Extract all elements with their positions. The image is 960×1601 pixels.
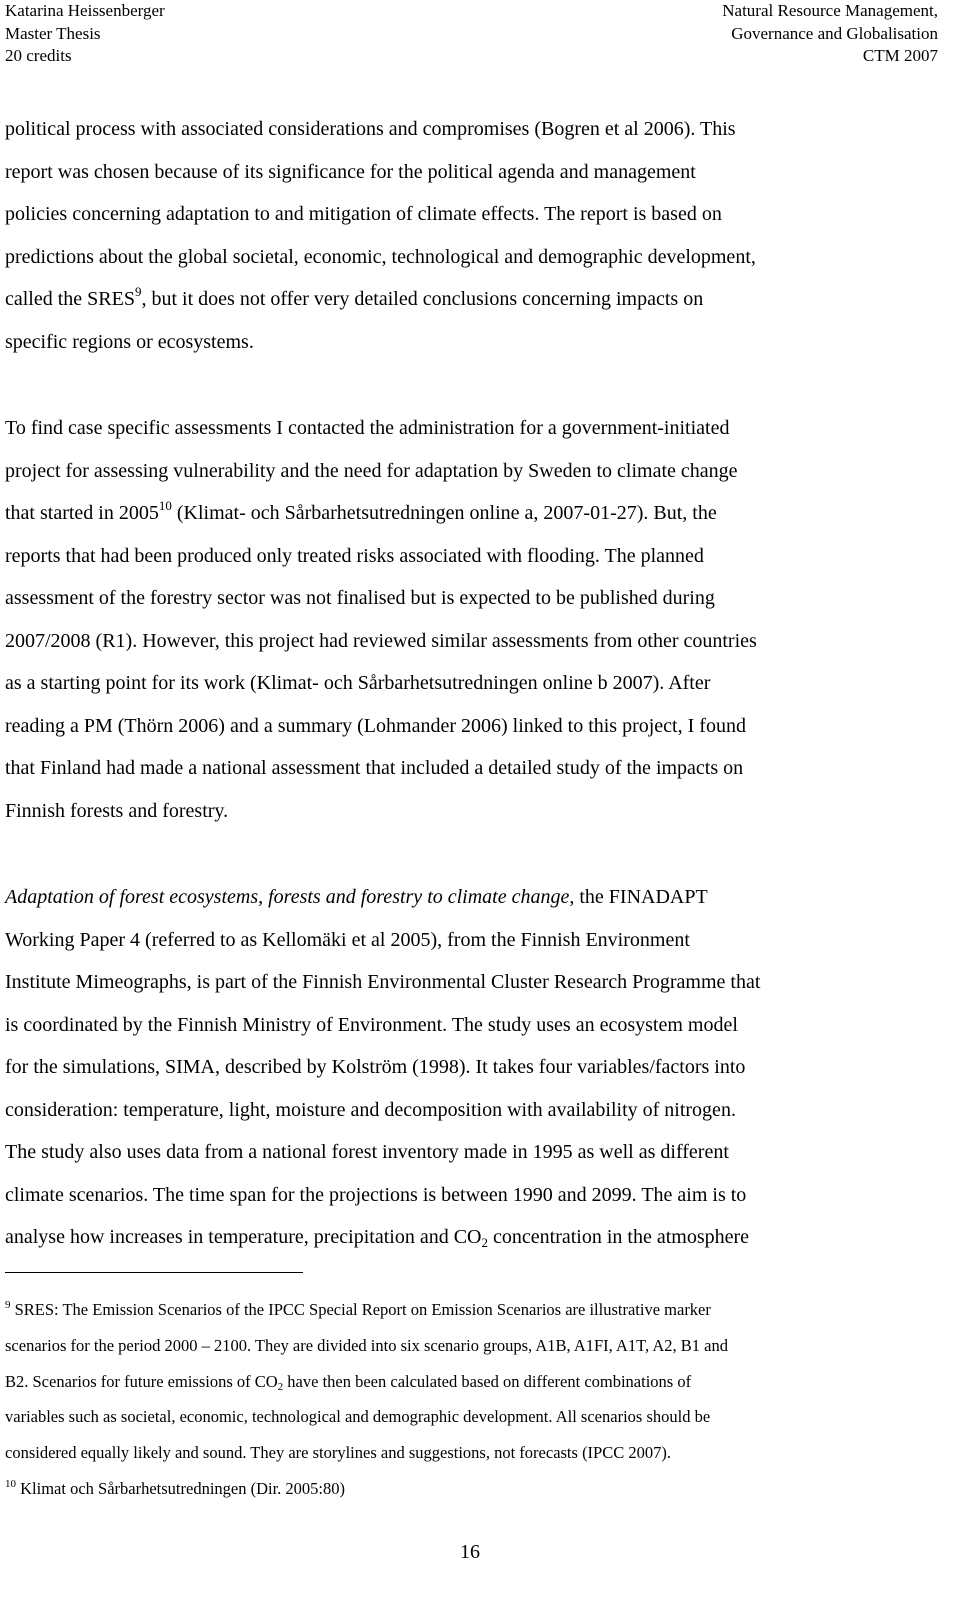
- report-title: Adaptation of forest ecosystems, forests and forestry to climate change: [5, 886, 570, 908]
- header-author: Katarina Heissenberger: [5, 1, 165, 20]
- footnote-10-mark: 10: [5, 1477, 16, 1490]
- text-line: report was chosen because of its significance for the political agenda and management: [5, 160, 696, 183]
- footnote-9-line: [5, 1364, 939, 1400]
- paragraph-3: [5, 876, 939, 1259]
- text-line: for the simulations, SIMA, described by Kolström (1998). It takes four variables/factors into: [5, 1056, 746, 1078]
- text-line: To find case specific assessments I contacted the administration for a government-initiated: [5, 417, 730, 439]
- footnote-9-line: variables such as societal, economic, technological and demographic development. All scenarios should be: [5, 1407, 711, 1427]
- subscript: 2: [481, 1235, 488, 1250]
- text-line: predictions about the global societal, economic, technological and demographic development,: [5, 245, 756, 268]
- text-line: [5, 1216, 939, 1259]
- header-credits: 20 credits: [5, 46, 72, 66]
- text-line: political process with associated considerations and compromises (Bogren et al 2006). This: [5, 118, 736, 140]
- text-line: climate scenarios. The time span for the projections is between 1990 and 2099. The aim is to: [5, 1183, 747, 1206]
- text-line: specific regions or ecosystems.: [5, 330, 254, 353]
- page-number: 16: [460, 1541, 480, 1563]
- header-programme-block: [722, 0, 938, 68]
- text-line: Institute Mimeographs, is part of the Finnish Environmental Cluster Research Programme that: [5, 971, 761, 993]
- text-segment: called the SRES: [5, 288, 135, 310]
- header-programme-line1: Natural Resource Management,: [722, 1, 938, 20]
- footnote-9-line: considered equally likely and sound. They are storylines and suggestions, not forecasts (IPCC 2007).: [5, 1443, 671, 1463]
- paragraph-2: [5, 407, 939, 832]
- text-segment: Klimat och Sårbarhetsutredningen (Dir. 2005:80): [16, 1478, 346, 1498]
- text-segment: SRES: The Emission Scenarios of the IPCC Special Report on Emission Scenarios are illustrative marker: [10, 1300, 711, 1319]
- header-programme-line2: Governance and Globalisation: [731, 23, 938, 43]
- footnote-9-line: scenarios for the period 2000 – 2100. They are divided into six scenario groups, A1B, A1FI, A1T, A2, B1 and: [5, 1335, 728, 1355]
- text-line: reports that had been produced only treated risks associated with flooding. The planned: [5, 544, 704, 567]
- text-segment: B2. Scenarios for future emissions of CO: [5, 1371, 278, 1391]
- text-segment: concentration in the atmosphere: [488, 1226, 750, 1248]
- footnote-9-mark: 9: [5, 1299, 11, 1311]
- footnote-10-line: [5, 1471, 939, 1507]
- header-course-code: CTM 2007: [862, 46, 938, 66]
- text-segment: that started in 2005: [5, 502, 159, 524]
- text-segment: analyse how increases in temperature, precipitation and CO: [5, 1226, 482, 1248]
- text-segment: , the FINADAPT: [569, 886, 708, 908]
- text-line: Finnish forests and forestry.: [5, 799, 229, 822]
- text-line: [5, 278, 939, 321]
- footnote-separator: [5, 1272, 303, 1273]
- text-line: 2007/2008 (R1). However, this project had reviewed similar assessments from other countries: [5, 629, 757, 652]
- text-segment: (Klimat- och Sårbarhetsutredningen online a, 2007-01-27). But, the: [171, 502, 717, 524]
- text-line: as a starting point for its work (Klimat- och Sårbarhetsutredningen online b 2007). After: [5, 672, 711, 694]
- text-line: [5, 876, 939, 919]
- header-thesis-type: Master Thesis: [5, 23, 101, 43]
- text-line: assessment of the forestry sector was not finalised but is expected to be published during: [5, 587, 715, 609]
- text-line: is coordinated by the Finnish Ministry of Environment. The study uses an ecosystem model: [5, 1013, 738, 1036]
- text-segment: , but it does not offer very detailed conclusions concerning impacts on: [141, 288, 704, 310]
- footnote-9-line: [5, 1292, 939, 1328]
- text-line: project for assessing vulnerability and the need for adaptation by Sweden to climate change: [5, 459, 738, 482]
- subscript: 2: [277, 1380, 284, 1393]
- text-line: reading a PM (Thörn 2006) and a summary (Lohmander 2006) linked to this project, I found: [5, 714, 746, 737]
- footnotes: [5, 1292, 939, 1507]
- text-line: [5, 492, 939, 535]
- text-line: consideration: temperature, light, moisture and decomposition with availability of nitrogen.: [5, 1098, 736, 1121]
- text-line: Working Paper 4 (referred to as Kellomäki et al 2005), from the Finnish Environment: [5, 928, 690, 951]
- footnote-ref-9: 9: [134, 284, 142, 299]
- text-line: The study also uses data from a national forest inventory made in 1995 as well as different: [5, 1141, 729, 1163]
- footnote-ref-10: 10: [158, 498, 172, 513]
- text-segment: have then been calculated based on different combinations of: [283, 1371, 692, 1391]
- text-line: policies concerning adaptation to and mitigation of climate effects. The report is based on: [5, 203, 722, 225]
- text-line: that Finland had made a national assessment that included a detailed study of the impacts on: [5, 757, 744, 779]
- header-author-block: [5, 0, 165, 68]
- paragraph-1: [5, 108, 939, 363]
- page-header: [5, 0, 938, 75]
